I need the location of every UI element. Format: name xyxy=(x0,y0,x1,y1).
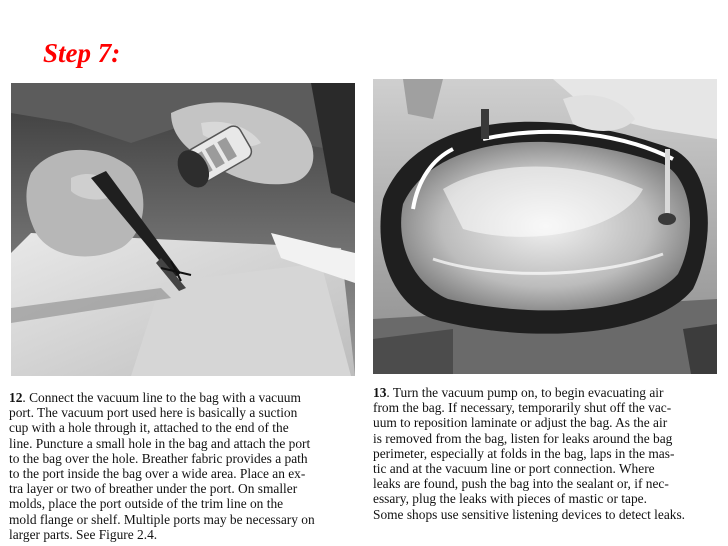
vacuum-port-photo xyxy=(11,83,355,376)
vacuum-bagged-mold-photo xyxy=(373,79,717,374)
hands-puncturing-vacuum-bag-photo xyxy=(11,83,355,376)
figure-12-caption xyxy=(9,390,361,542)
caption-line: perimeter, especially at folds in the bag, laps in the mas- xyxy=(373,445,675,461)
caption-line: tra layer or two of breather under the port. On smaller xyxy=(9,481,298,497)
caption-line xyxy=(373,385,723,400)
caption-line: essary, plug the leaks with pieces of mastic or tape. xyxy=(373,491,647,507)
caption-line: line. Puncture a small hole in the bag and attach the port xyxy=(9,435,311,451)
caption-line: Some shops use sensitive listening devices to detect leaks. xyxy=(373,506,686,522)
caption-line: port. The vacuum port used here is basically a suction xyxy=(9,405,298,421)
figure-number: 12 xyxy=(9,390,23,405)
vacuum-bag-mold-photo xyxy=(373,79,717,374)
caption-line: uum to reposition laminate or adjust the bag. As the air xyxy=(373,415,668,431)
caption-line: to the port inside the bag over a wide area. Place an ex- xyxy=(9,466,306,482)
caption-text: . Turn the vacuum pump on, to begin evacuating air xyxy=(386,385,664,400)
figure-number: 13 xyxy=(373,385,387,400)
figure-13-caption xyxy=(373,385,723,522)
step-title: Step 7: xyxy=(43,38,121,68)
caption-line: to the bag over the hole. Breather fabric provides a path xyxy=(9,450,308,466)
caption-line: larger parts. See Figure 2.4. xyxy=(9,526,158,542)
caption-line xyxy=(9,390,361,405)
caption-text: . Connect the vacuum line to the bag with a vacuum xyxy=(22,390,301,405)
caption-line: leaks are found, push the bag into the sealant or, if nec- xyxy=(373,476,669,492)
caption-line: tic and at the vacuum line or port connection. Where xyxy=(373,461,655,477)
caption-line: from the bag. If necessary, temporarily shut off the vac- xyxy=(373,400,672,416)
caption-line: molds, place the port outside of the trim line on the xyxy=(9,496,284,512)
caption-line: cup with a hole through it, attached to the end of the xyxy=(9,420,289,436)
caption-line: is removed from the bag, listen for leaks around the bag xyxy=(373,430,673,446)
caption-line: mold flange or shelf. Multiple ports may be necessary on xyxy=(9,511,315,527)
